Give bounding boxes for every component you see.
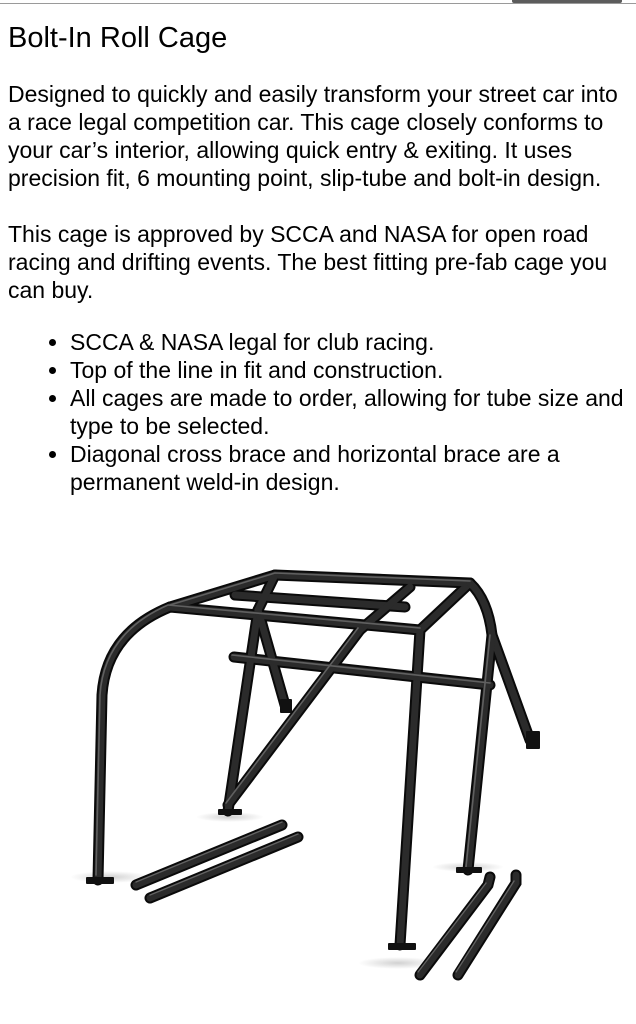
feature-list [8,328,624,496]
top-tab-indicator [512,0,622,3]
feature-item-3: • All cages are made to order, allowing for tube size and type to be selected. [70,384,624,440]
top-status-bar [0,0,636,8]
feature-item-1: • SCCA & NASA legal for club racing. [70,328,624,356]
description-paragraph-1: Designed to quickly and easily transform your street car into a race legal competition car. This cage closely conforms to your car’s interior, allowing quick entry & exiting. It uses precision fit, 6 mounting point, slip-tube and bolt-in design. [8,81,618,191]
top-divider [0,3,636,4]
page-title: Bolt-In Roll Cage [8,22,228,54]
product-description [8,18,624,496]
feature-item-2: • Top of the line in fit and construction. [70,356,624,384]
feature-item-4: • Diagonal cross brace and horizontal brace are a permanent weld-in design. [70,440,624,496]
roll-cage-image [60,555,580,995]
slip-tube-bars [136,822,516,975]
description-paragraph-2: This cage is approved by SCCA and NASA for open road racing and drifting events. The best fitting pre-fab cage you can buy. [8,221,608,303]
